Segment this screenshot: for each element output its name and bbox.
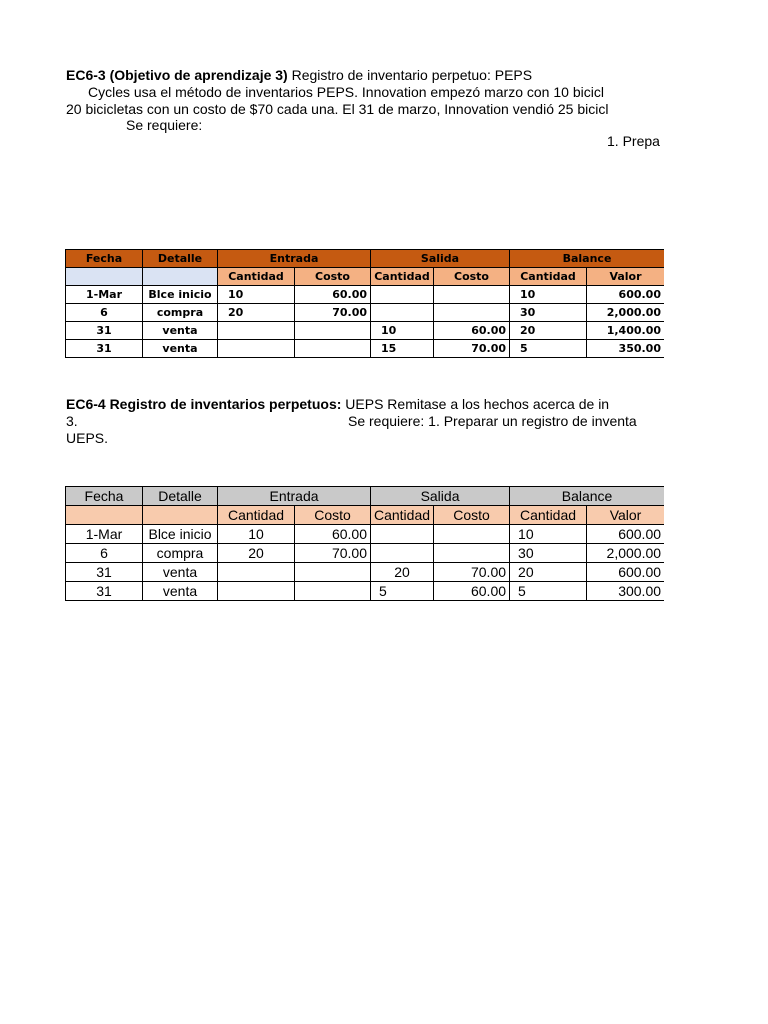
ec64-title-rest: UEPS Remitase a los hechos acerca de in [341,396,610,412]
cell-balance-cantidad: 5 [510,582,587,601]
cell-salida-cantidad: 10 [371,322,434,340]
ueps-inventory-table [65,486,664,601]
subheader-costo: Costo [434,506,510,525]
ec64-code: EC6-4 Registro de inventarios perpetuos: [66,396,342,412]
table-row [66,340,665,358]
cell-salida-costo [434,544,510,563]
cell-salida-costo: 60.00 [434,322,510,340]
cell-entrada-cantidad [218,322,295,340]
header-balance: Balance [510,250,665,268]
cell-entrada-costo [295,322,371,340]
cell-balance-valor: 1,400.00 [587,322,665,340]
cell-salida-cantidad: 15 [371,340,434,358]
table-subheader-row [66,506,665,525]
ec63-code: EC6-3 (Objetivo de aprendizaje 3) [66,67,288,83]
cell-detalle: compra [143,544,218,563]
subheader-cantidad: Cantidad [218,506,295,525]
cell-salida-cantidad: 5 [371,582,434,601]
subheader-blank [143,268,218,286]
cell-salida-cantidad [371,544,434,563]
cell-salida-costo [434,286,510,304]
ec63-requirement-label: Se requiere: [126,117,203,133]
header-salida: Salida [371,250,510,268]
cell-balance-cantidad: 30 [510,304,587,322]
ec63-requirement-item: 1. Prepa [607,133,660,149]
cell-salida-costo: 60.00 [434,582,510,601]
cell-entrada-costo: 60.00 [295,525,371,544]
cell-balance-cantidad: 10 [510,286,587,304]
cell-balance-valor: 300.00 [587,582,664,601]
subheader-blank [66,268,143,286]
cell-salida-cantidad [371,304,434,322]
cell-salida-cantidad [371,286,434,304]
cell-entrada-cantidad: 20 [218,544,295,563]
subheader-cantidad: Cantidad [510,268,587,286]
cell-detalle: Blce inicio [143,286,218,304]
cell-fecha: 31 [66,582,143,601]
cell-fecha: 6 [66,304,143,322]
table-row [66,563,665,582]
ec63-title-rest: Registro de inventario perpetuo: PEPS [287,67,533,83]
subheader-blank [143,506,218,525]
cell-salida-costo [434,304,510,322]
header-detalle: Detalle [143,487,218,506]
cell-entrada-cantidad [218,582,295,601]
ec64-paragraph-line: 3. [66,413,78,429]
ec64-requirement: Se requiere: 1. Preparar un registro de inventa [348,413,637,429]
cell-fecha: 31 [66,563,143,582]
subheader-costo: Costo [434,268,510,286]
subheader-cantidad: Cantidad [371,506,434,525]
ec64-title [66,396,609,413]
cell-fecha: 6 [66,544,143,563]
cell-balance-valor: 350.00 [587,340,665,358]
header-fecha: Fecha [66,250,143,268]
table-row [66,582,665,601]
cell-detalle: venta [143,340,218,358]
cell-salida-costo [434,525,510,544]
cell-balance-cantidad: 5 [510,340,587,358]
cell-detalle: venta [143,322,218,340]
cell-detalle: compra [143,304,218,322]
cell-entrada-costo: 70.00 [295,544,371,563]
cell-detalle: venta [143,563,218,582]
header-balance: Balance [510,487,664,506]
peps-inventory-table [65,249,664,358]
table-row [66,322,665,340]
table-row [66,286,665,304]
cell-entrada-cantidad: 10 [218,286,295,304]
cell-entrada-costo [295,582,371,601]
table-row [66,525,665,544]
cell-salida-cantidad: 20 [371,563,434,582]
cell-salida-costo: 70.00 [434,340,510,358]
cell-balance-cantidad: 30 [510,544,587,563]
cell-balance-cantidad: 20 [510,563,587,582]
cell-balance-valor: 600.00 [587,563,664,582]
cell-fecha: 1-Mar [66,286,143,304]
subheader-valor: Valor [587,268,665,286]
cell-salida-costo: 70.00 [434,563,510,582]
cell-balance-valor: 600.00 [587,525,664,544]
cell-entrada-costo: 60.00 [295,286,371,304]
subheader-valor: Valor [587,506,664,525]
header-entrada: Entrada [218,250,371,268]
cell-fecha: 31 [66,322,143,340]
cell-balance-cantidad: 10 [510,525,587,544]
cell-fecha: 1-Mar [66,525,143,544]
ec63-title [66,67,532,84]
cell-balance-cantidad: 20 [510,322,587,340]
cell-balance-valor: 2,000.00 [587,304,665,322]
cell-detalle: venta [143,582,218,601]
cell-entrada-cantidad [218,563,295,582]
header-entrada: Entrada [218,487,371,506]
cell-fecha: 31 [66,340,143,358]
table-row [66,544,665,563]
ec64-paragraph-line: UEPS. [66,430,109,446]
subheader-cantidad: Cantidad [371,268,434,286]
cell-entrada-cantidad: 10 [218,525,295,544]
ec63-paragraph-line: Cycles usa el método de inventarios PEPS. Innovation empezó marzo con 10 bicicl [88,84,604,100]
table-header-row [66,487,665,506]
table-header-row [66,250,665,268]
cell-salida-cantidad [371,525,434,544]
cell-entrada-cantidad [218,340,295,358]
cell-entrada-cantidad: 20 [218,304,295,322]
header-detalle: Detalle [143,250,218,268]
table-row [66,304,665,322]
header-salida: Salida [371,487,510,506]
cell-balance-valor: 600.00 [587,286,665,304]
table-subheader-row [66,268,665,286]
cell-detalle: Blce inicio [143,525,218,544]
cell-entrada-costo: 70.00 [295,304,371,322]
cell-entrada-costo [295,340,371,358]
subheader-costo: Costo [295,506,371,525]
ec63-paragraph-line: 20 bicicletas con un costo de $70 cada una. El 31 de marzo, Innovation vendió 25 bicicl [66,101,609,117]
header-fecha: Fecha [66,487,143,506]
subheader-blank [66,506,143,525]
subheader-costo: Costo [295,268,371,286]
subheader-cantidad: Cantidad [510,506,587,525]
cell-entrada-costo [295,563,371,582]
cell-balance-valor: 2,000.00 [587,544,664,563]
subheader-cantidad: Cantidad [218,268,295,286]
